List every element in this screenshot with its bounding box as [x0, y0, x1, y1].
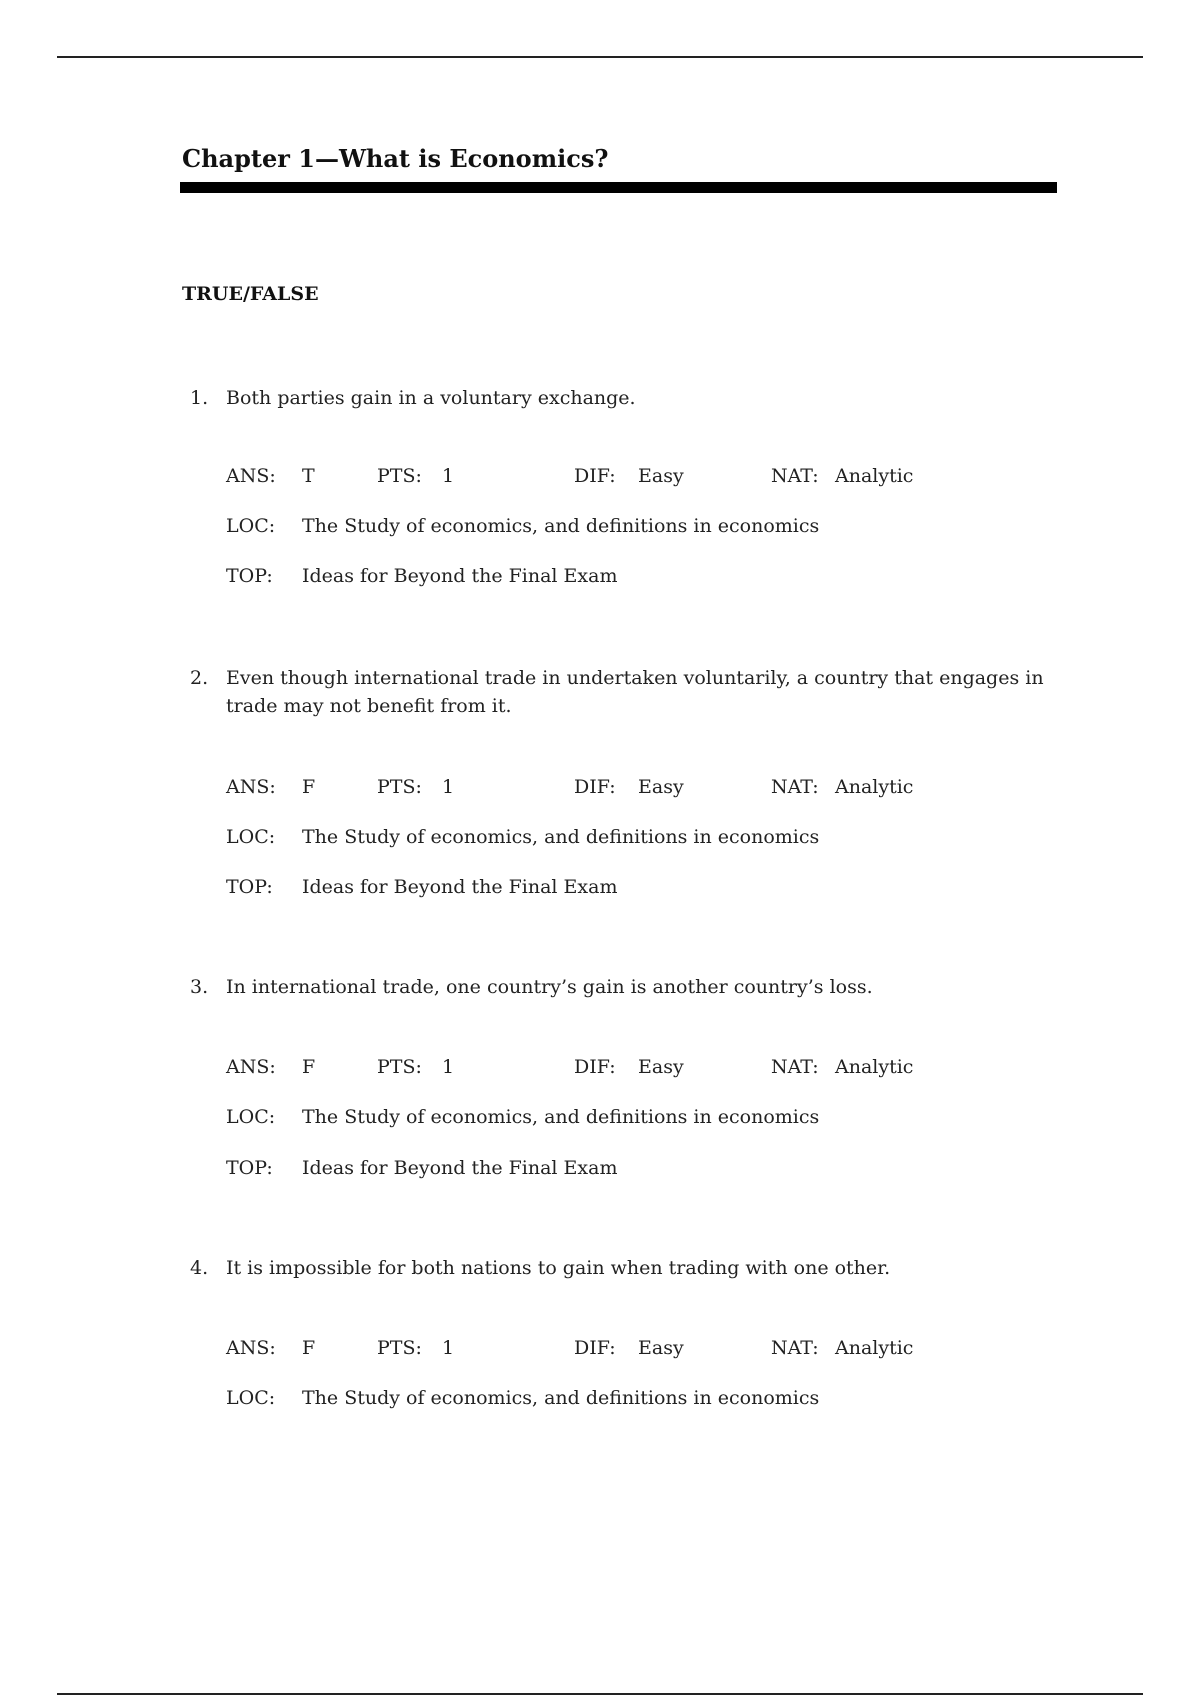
nat-value: Analytic — [835, 465, 914, 487]
question-text: Both parties gain in a voluntary exchange. — [226, 387, 636, 409]
question-2-meta-row — [0, 773, 1200, 801]
chapter-title: Chapter 1—What is Economics? — [182, 144, 609, 173]
pts-value: 1 — [442, 1056, 455, 1078]
nat-label: NAT: — [771, 465, 819, 487]
question-1-loc-row — [0, 512, 1200, 540]
nat-value: Analytic — [835, 1337, 914, 1359]
loc-label: LOC: — [226, 1106, 276, 1128]
ans-value: F — [302, 776, 316, 798]
ans-value: T — [302, 465, 315, 487]
pts-label: PTS: — [377, 776, 422, 798]
nat-label: NAT: — [771, 1056, 819, 1078]
loc-label: LOC: — [226, 515, 276, 537]
chapter-title-underline — [180, 182, 1057, 193]
nat-value: Analytic — [835, 776, 914, 798]
top-label: TOP: — [226, 1157, 273, 1179]
pts-label: PTS: — [377, 1056, 422, 1078]
pts-value: 1 — [442, 465, 455, 487]
top-label: TOP: — [226, 876, 273, 898]
question-text: Even though international trade in undertaken voluntarily, a country that engages in trade may not benefit from it. — [226, 667, 1044, 717]
dif-label: DIF: — [574, 465, 616, 487]
pts-label: PTS: — [377, 465, 422, 487]
ans-label: ANS: — [226, 776, 276, 798]
question-text: In international trade, one country’s gain is another country’s loss. — [226, 976, 873, 998]
dif-value: Easy — [638, 776, 684, 798]
question-number: 3. — [190, 976, 209, 998]
nat-label: NAT: — [771, 1337, 819, 1359]
ans-label: ANS: — [226, 1056, 276, 1078]
top-value: Ideas for Beyond the Final Exam — [302, 876, 618, 898]
loc-value: The Study of economics, and definitions in economics — [302, 515, 820, 537]
question-1-meta-row — [0, 462, 1200, 490]
loc-label: LOC: — [226, 826, 276, 848]
dif-value: Easy — [638, 1337, 684, 1359]
dif-value: Easy — [638, 1056, 684, 1078]
question-2-top-row — [0, 873, 1200, 901]
ans-value: F — [302, 1337, 316, 1359]
question-text: It is impossible for both nations to gain when trading with one other. — [226, 1257, 891, 1279]
pts-value: 1 — [442, 1337, 455, 1359]
top-value: Ideas for Beyond the Final Exam — [302, 565, 618, 587]
loc-value: The Study of economics, and definitions in economics — [302, 1106, 820, 1128]
question-4-loc-row — [0, 1384, 1200, 1412]
question-4-meta-row — [0, 1334, 1200, 1362]
question-number: 4. — [190, 1257, 209, 1279]
question-2-loc-row — [0, 823, 1200, 851]
dif-label: DIF: — [574, 776, 616, 798]
question-number: 2. — [190, 667, 209, 689]
ans-value: F — [302, 1056, 316, 1078]
page-top-rule — [57, 56, 1143, 58]
dif-label: DIF: — [574, 1337, 616, 1359]
section-heading: TRUE/FALSE — [182, 283, 319, 305]
question-number: 1. — [190, 387, 209, 409]
pts-label: PTS: — [377, 1337, 422, 1359]
dif-label: DIF: — [574, 1056, 616, 1078]
ans-label: ANS: — [226, 1337, 276, 1359]
question-3-loc-row — [0, 1103, 1200, 1131]
loc-value: The Study of economics, and definitions in economics — [302, 826, 820, 848]
nat-label: NAT: — [771, 776, 819, 798]
question-1-top-row — [0, 562, 1200, 590]
page-bottom-rule — [57, 1693, 1143, 1695]
loc-value: The Study of economics, and definitions in economics — [302, 1387, 820, 1409]
nat-value: Analytic — [835, 1056, 914, 1078]
top-label: TOP: — [226, 565, 273, 587]
question-3-meta-row — [0, 1053, 1200, 1081]
top-value: Ideas for Beyond the Final Exam — [302, 1157, 618, 1179]
ans-label: ANS: — [226, 465, 276, 487]
loc-label: LOC: — [226, 1387, 276, 1409]
dif-value: Easy — [638, 465, 684, 487]
question-3-top-row — [0, 1154, 1200, 1182]
pts-value: 1 — [442, 776, 455, 798]
